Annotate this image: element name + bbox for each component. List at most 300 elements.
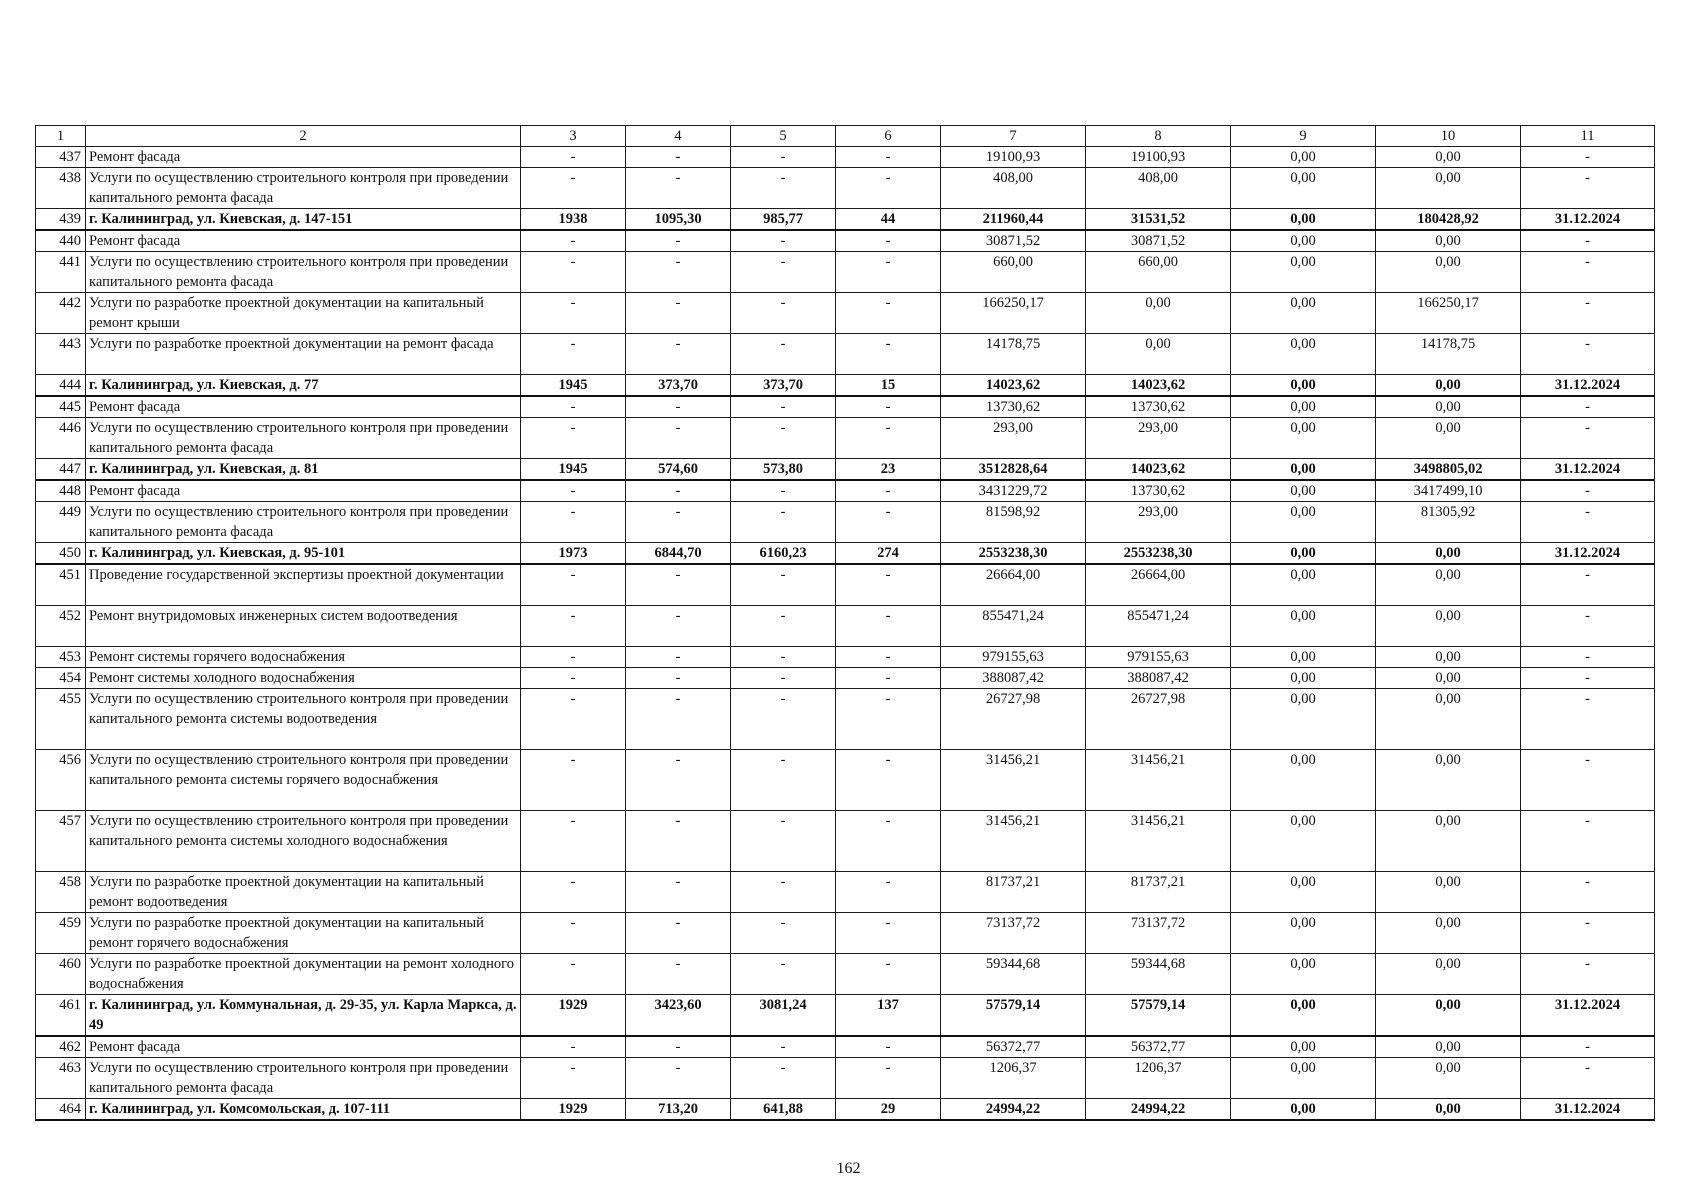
value-cell: 0,00	[1231, 811, 1376, 872]
value-cell: 211960,44	[941, 209, 1086, 231]
item-name-cell: Услуги по разработке проектной документации на ремонт фасада	[86, 334, 521, 375]
row-number-cell: 461	[36, 995, 86, 1037]
value-cell: 0,00	[1376, 418, 1521, 459]
table-row	[36, 689, 1655, 750]
value-cell: 660,00	[1086, 252, 1231, 293]
row-number-cell: 442	[36, 293, 86, 334]
value-cell: 0,00	[1231, 954, 1376, 995]
value-cell: -	[1521, 564, 1655, 606]
value-cell: -	[521, 293, 626, 334]
value-cell: 274	[836, 543, 941, 565]
value-cell: -	[836, 396, 941, 418]
value-cell: 56372,77	[1086, 1036, 1231, 1058]
value-cell: 73137,72	[1086, 913, 1231, 954]
value-cell: -	[626, 913, 731, 954]
value-cell: 0,00	[1231, 418, 1376, 459]
value-cell: 1929	[521, 1099, 626, 1121]
value-cell: 641,88	[731, 1099, 836, 1121]
value-cell: -	[731, 872, 836, 913]
value-cell: 0,00	[1376, 543, 1521, 565]
row-number-cell: 443	[36, 334, 86, 375]
value-cell: 57579,14	[941, 995, 1086, 1037]
value-cell: 0,00	[1376, 913, 1521, 954]
value-cell: 0,00	[1376, 375, 1521, 397]
table-row	[36, 293, 1655, 334]
value-cell: 81737,21	[941, 872, 1086, 913]
value-cell: 31456,21	[941, 750, 1086, 811]
table-row	[36, 502, 1655, 543]
value-cell: 0,00	[1231, 564, 1376, 606]
item-name-cell: Услуги по разработке проектной документации на капитальный ремонт водоотведения	[86, 872, 521, 913]
value-cell: 0,00	[1376, 995, 1521, 1037]
column-header: 11	[1521, 126, 1655, 147]
row-number-cell: 444	[36, 375, 86, 397]
row-number-cell: 464	[36, 1099, 86, 1121]
value-cell: 0,00	[1231, 375, 1376, 397]
row-number-cell: 451	[36, 564, 86, 606]
value-cell: 1938	[521, 209, 626, 231]
table-row	[36, 168, 1655, 209]
row-number-cell: 438	[36, 168, 86, 209]
table-row	[36, 564, 1655, 606]
value-cell: 19100,93	[941, 147, 1086, 168]
value-cell: -	[731, 564, 836, 606]
value-cell: 660,00	[941, 252, 1086, 293]
value-cell: 31.12.2024	[1521, 375, 1655, 397]
value-cell: 14178,75	[941, 334, 1086, 375]
item-name-cell: г. Калининград, ул. Комсомольская, д. 107-111	[86, 1099, 521, 1121]
value-cell: 30871,52	[941, 230, 1086, 252]
item-name-cell: Услуги по разработке проектной документации на ремонт холодного водоснабжения	[86, 954, 521, 995]
table-row	[36, 1058, 1655, 1099]
value-cell: -	[836, 293, 941, 334]
row-number-cell: 456	[36, 750, 86, 811]
value-cell: -	[836, 564, 941, 606]
value-cell: 44	[836, 209, 941, 231]
value-cell: 81737,21	[1086, 872, 1231, 913]
value-cell: 0,00	[1231, 230, 1376, 252]
row-number-cell: 449	[36, 502, 86, 543]
value-cell: -	[731, 230, 836, 252]
item-name-cell: Услуги по осуществлению строительного контроля при проведении капитального ремонта фасада	[86, 252, 521, 293]
value-cell: 0,00	[1376, 750, 1521, 811]
value-cell: 373,70	[731, 375, 836, 397]
value-cell: 0,00	[1231, 543, 1376, 565]
value-cell: -	[521, 564, 626, 606]
item-name-cell: Ремонт фасада	[86, 396, 521, 418]
value-cell: 13730,62	[941, 396, 1086, 418]
item-name-cell: Ремонт системы холодного водоснабжения	[86, 668, 521, 689]
table-row	[36, 1036, 1655, 1058]
value-cell: -	[1521, 147, 1655, 168]
value-cell: -	[626, 564, 731, 606]
item-name-cell: г. Калининград, ул. Киевская, д. 77	[86, 375, 521, 397]
value-cell: -	[1521, 334, 1655, 375]
value-cell: 0,00	[1376, 811, 1521, 872]
value-cell: 0,00	[1376, 1036, 1521, 1058]
value-cell: 713,20	[626, 1099, 731, 1121]
value-cell: 31456,21	[1086, 750, 1231, 811]
value-cell: -	[836, 168, 941, 209]
value-cell: 1095,30	[626, 209, 731, 231]
value-cell: -	[626, 668, 731, 689]
value-cell: 31531,52	[1086, 209, 1231, 231]
value-cell: -	[836, 750, 941, 811]
row-number-cell: 462	[36, 1036, 86, 1058]
value-cell: 57579,14	[1086, 995, 1231, 1037]
value-cell: 574,60	[626, 459, 731, 481]
value-cell: 0,00	[1086, 293, 1231, 334]
item-name-cell: Ремонт фасада	[86, 147, 521, 168]
value-cell: -	[836, 689, 941, 750]
value-cell: 31.12.2024	[1521, 209, 1655, 231]
value-cell: -	[626, 502, 731, 543]
value-cell: -	[836, 811, 941, 872]
value-cell: 0,00	[1231, 872, 1376, 913]
value-cell: -	[731, 480, 836, 502]
value-cell: 293,00	[941, 418, 1086, 459]
value-cell: 31.12.2024	[1521, 1099, 1655, 1121]
value-cell: 14178,75	[1376, 334, 1521, 375]
address-row	[36, 459, 1655, 481]
item-name-cell: Услуги по разработке проектной документации на капитальный ремонт горячего водоснабжения	[86, 913, 521, 954]
value-cell: -	[836, 1058, 941, 1099]
value-cell: 979155,63	[941, 647, 1086, 668]
value-cell: -	[836, 647, 941, 668]
value-cell: -	[521, 147, 626, 168]
value-cell: 1945	[521, 375, 626, 397]
value-cell: 14023,62	[1086, 375, 1231, 397]
value-cell: 0,00	[1376, 396, 1521, 418]
value-cell: 3417499,10	[1376, 480, 1521, 502]
value-cell: 0,00	[1231, 396, 1376, 418]
row-number-cell: 439	[36, 209, 86, 231]
value-cell: 0,00	[1086, 334, 1231, 375]
value-cell: 293,00	[1086, 502, 1231, 543]
column-header: 2	[86, 126, 521, 147]
value-cell: -	[836, 252, 941, 293]
column-header: 5	[731, 126, 836, 147]
value-cell: 0,00	[1376, 230, 1521, 252]
value-cell: 14023,62	[1086, 459, 1231, 481]
value-cell: -	[521, 647, 626, 668]
value-cell: -	[1521, 668, 1655, 689]
value-cell: -	[521, 168, 626, 209]
column-header: 3	[521, 126, 626, 147]
row-number-cell: 445	[36, 396, 86, 418]
item-name-cell: Услуги по осуществлению строительного контроля при проведении капитального ремонта фасада	[86, 168, 521, 209]
value-cell: 0,00	[1376, 668, 1521, 689]
value-cell: -	[731, 293, 836, 334]
value-cell: 59344,68	[1086, 954, 1231, 995]
column-header: 1	[36, 126, 86, 147]
value-cell: -	[626, 168, 731, 209]
item-name-cell: Услуги по осуществлению строительного контроля при проведении капитального ремонта системы водоотведения	[86, 689, 521, 750]
value-cell: -	[626, 872, 731, 913]
value-cell: -	[731, 147, 836, 168]
value-cell: 0,00	[1376, 954, 1521, 995]
value-cell: -	[1521, 293, 1655, 334]
row-number-cell: 437	[36, 147, 86, 168]
value-cell: 81598,92	[941, 502, 1086, 543]
value-cell: -	[626, 750, 731, 811]
value-cell: 0,00	[1231, 293, 1376, 334]
value-cell: 3431229,72	[941, 480, 1086, 502]
value-cell: 1929	[521, 995, 626, 1037]
column-header: 4	[626, 126, 731, 147]
value-cell: 56372,77	[941, 1036, 1086, 1058]
value-cell: -	[521, 1058, 626, 1099]
value-cell: -	[626, 293, 731, 334]
value-cell: -	[521, 811, 626, 872]
address-row	[36, 209, 1655, 231]
value-cell: 0,00	[1376, 147, 1521, 168]
value-cell: -	[626, 252, 731, 293]
value-cell: -	[1521, 954, 1655, 995]
column-header: 9	[1231, 126, 1376, 147]
data-table	[35, 125, 1655, 1121]
column-number-header-row	[36, 126, 1655, 147]
value-cell: -	[521, 230, 626, 252]
value-cell: -	[1521, 1036, 1655, 1058]
value-cell: -	[731, 418, 836, 459]
value-cell: -	[626, 954, 731, 995]
address-row	[36, 1099, 1655, 1121]
value-cell: -	[836, 418, 941, 459]
value-cell: 24994,22	[941, 1099, 1086, 1121]
value-cell: 13730,62	[1086, 396, 1231, 418]
value-cell: -	[731, 750, 836, 811]
table-row	[36, 954, 1655, 995]
value-cell: -	[521, 872, 626, 913]
value-cell: -	[521, 913, 626, 954]
value-cell: -	[521, 252, 626, 293]
row-number-cell: 459	[36, 913, 86, 954]
value-cell: 180428,92	[1376, 209, 1521, 231]
value-cell: -	[521, 502, 626, 543]
value-cell: -	[836, 1036, 941, 1058]
value-cell: 59344,68	[941, 954, 1086, 995]
value-cell: -	[1521, 872, 1655, 913]
value-cell: -	[1521, 418, 1655, 459]
value-cell: 979155,63	[1086, 647, 1231, 668]
value-cell: -	[1521, 606, 1655, 647]
value-cell: -	[731, 252, 836, 293]
item-name-cell: Услуги по осуществлению строительного контроля при проведении капитального ремонта системы холодного водоснабжения	[86, 811, 521, 872]
value-cell: -	[1521, 230, 1655, 252]
item-name-cell: Услуги по разработке проектной документации на капитальный ремонт крыши	[86, 293, 521, 334]
table-row	[36, 480, 1655, 502]
value-cell: 0,00	[1231, 209, 1376, 231]
row-number-cell: 450	[36, 543, 86, 565]
value-cell: 0,00	[1376, 252, 1521, 293]
value-cell: 26664,00	[941, 564, 1086, 606]
value-cell: -	[626, 230, 731, 252]
row-number-cell: 440	[36, 230, 86, 252]
item-name-cell: Ремонт фасада	[86, 1036, 521, 1058]
value-cell: -	[836, 872, 941, 913]
value-cell: -	[626, 606, 731, 647]
value-cell: -	[731, 668, 836, 689]
row-number-cell: 460	[36, 954, 86, 995]
value-cell: 0,00	[1231, 668, 1376, 689]
table-row	[36, 230, 1655, 252]
value-cell: 31456,21	[941, 811, 1086, 872]
value-cell: 26727,98	[1086, 689, 1231, 750]
value-cell: 31.12.2024	[1521, 995, 1655, 1037]
value-cell: 0,00	[1231, 606, 1376, 647]
value-cell: 0,00	[1231, 995, 1376, 1037]
value-cell: 81305,92	[1376, 502, 1521, 543]
column-header: 10	[1376, 126, 1521, 147]
column-header: 7	[941, 126, 1086, 147]
value-cell: 388087,42	[1086, 668, 1231, 689]
value-cell: 293,00	[1086, 418, 1231, 459]
value-cell: -	[626, 1058, 731, 1099]
item-name-cell: г. Калининград, ул. Киевская, д. 81	[86, 459, 521, 481]
row-number-cell: 448	[36, 480, 86, 502]
value-cell: 3498805,02	[1376, 459, 1521, 481]
row-number-cell: 455	[36, 689, 86, 750]
value-cell: 0,00	[1231, 252, 1376, 293]
value-cell: -	[1521, 1058, 1655, 1099]
value-cell: 6844,70	[626, 543, 731, 565]
item-name-cell: г. Калининград, ул. Киевская, д. 95-101	[86, 543, 521, 565]
value-cell: 1945	[521, 459, 626, 481]
row-number-cell: 447	[36, 459, 86, 481]
value-cell: 24994,22	[1086, 1099, 1231, 1121]
value-cell: 6160,23	[731, 543, 836, 565]
table-row	[36, 647, 1655, 668]
value-cell: 2553238,30	[1086, 543, 1231, 565]
value-cell: -	[836, 502, 941, 543]
value-cell: 388087,42	[941, 668, 1086, 689]
value-cell: -	[731, 334, 836, 375]
value-cell: -	[836, 147, 941, 168]
value-cell: 26664,00	[1086, 564, 1231, 606]
value-cell: -	[836, 668, 941, 689]
value-cell: -	[521, 668, 626, 689]
value-cell: 19100,93	[1086, 147, 1231, 168]
value-cell: -	[521, 396, 626, 418]
value-cell: 855471,24	[941, 606, 1086, 647]
value-cell: -	[521, 418, 626, 459]
table-row	[36, 418, 1655, 459]
address-row	[36, 995, 1655, 1037]
value-cell: -	[626, 689, 731, 750]
item-name-cell: Ремонт системы горячего водоснабжения	[86, 647, 521, 668]
table-row	[36, 872, 1655, 913]
value-cell: -	[521, 1036, 626, 1058]
value-cell: 0,00	[1231, 647, 1376, 668]
table-row	[36, 811, 1655, 872]
row-number-cell: 452	[36, 606, 86, 647]
value-cell: 0,00	[1376, 689, 1521, 750]
row-number-cell: 457	[36, 811, 86, 872]
table-row	[36, 147, 1655, 168]
value-cell: 0,00	[1231, 1099, 1376, 1121]
row-number-cell: 454	[36, 668, 86, 689]
value-cell: -	[626, 334, 731, 375]
value-cell: -	[731, 1058, 836, 1099]
table-body	[36, 126, 1655, 1121]
value-cell: -	[521, 606, 626, 647]
value-cell: 0,00	[1231, 147, 1376, 168]
value-cell: 0,00	[1231, 1036, 1376, 1058]
value-cell: 31.12.2024	[1521, 459, 1655, 481]
value-cell: 31.12.2024	[1521, 543, 1655, 565]
item-name-cell: Услуги по осуществлению строительного контроля при проведении капитального ремонта фасада	[86, 502, 521, 543]
row-number-cell: 458	[36, 872, 86, 913]
value-cell: -	[626, 647, 731, 668]
value-cell: -	[731, 1036, 836, 1058]
column-header: 8	[1086, 126, 1231, 147]
value-cell: -	[521, 480, 626, 502]
item-name-cell: г. Калининград, ул. Коммунальная, д. 29-35, ул. Карла Маркса, д. 49	[86, 995, 521, 1037]
value-cell: -	[731, 647, 836, 668]
value-cell: -	[1521, 689, 1655, 750]
value-cell: 0,00	[1231, 750, 1376, 811]
value-cell: -	[836, 913, 941, 954]
value-cell: -	[1521, 480, 1655, 502]
value-cell: 166250,17	[941, 293, 1086, 334]
value-cell: 73137,72	[941, 913, 1086, 954]
value-cell: -	[731, 913, 836, 954]
value-cell: -	[1521, 750, 1655, 811]
value-cell: 0,00	[1376, 606, 1521, 647]
value-cell: -	[521, 334, 626, 375]
value-cell: -	[626, 480, 731, 502]
value-cell: 0,00	[1231, 689, 1376, 750]
value-cell: 23	[836, 459, 941, 481]
item-name-cell: Услуги по осуществлению строительного контроля при проведении капитального ремонта фасада	[86, 418, 521, 459]
value-cell: 3081,24	[731, 995, 836, 1037]
column-header: 6	[836, 126, 941, 147]
value-cell: -	[1521, 396, 1655, 418]
address-row	[36, 543, 1655, 565]
table-row	[36, 252, 1655, 293]
item-name-cell: Ремонт фасада	[86, 480, 521, 502]
value-cell: -	[836, 480, 941, 502]
table-row	[36, 750, 1655, 811]
value-cell: 0,00	[1231, 502, 1376, 543]
value-cell: 26727,98	[941, 689, 1086, 750]
value-cell: -	[836, 954, 941, 995]
value-cell: -	[731, 168, 836, 209]
table-row	[36, 606, 1655, 647]
value-cell: 0,00	[1376, 564, 1521, 606]
value-cell: -	[1521, 168, 1655, 209]
page-number: 162	[836, 1160, 861, 1177]
value-cell: 0,00	[1231, 459, 1376, 481]
value-cell: 373,70	[626, 375, 731, 397]
row-number-cell: 453	[36, 647, 86, 668]
value-cell: 0,00	[1231, 1058, 1376, 1099]
table-row	[36, 396, 1655, 418]
row-number-cell: 463	[36, 1058, 86, 1099]
item-name-cell: Услуги по осуществлению строительного контроля при проведении капитального ремонта системы горячего водоснабжения	[86, 750, 521, 811]
item-name-cell: Проведение государственной экспертизы проектной документации	[86, 564, 521, 606]
value-cell: -	[731, 689, 836, 750]
value-cell: 0,00	[1376, 872, 1521, 913]
value-cell: -	[731, 954, 836, 995]
value-cell: 3423,60	[626, 995, 731, 1037]
value-cell: 1206,37	[1086, 1058, 1231, 1099]
row-number-cell: 446	[36, 418, 86, 459]
value-cell: -	[1521, 913, 1655, 954]
value-cell: -	[626, 1036, 731, 1058]
value-cell: 31456,21	[1086, 811, 1231, 872]
